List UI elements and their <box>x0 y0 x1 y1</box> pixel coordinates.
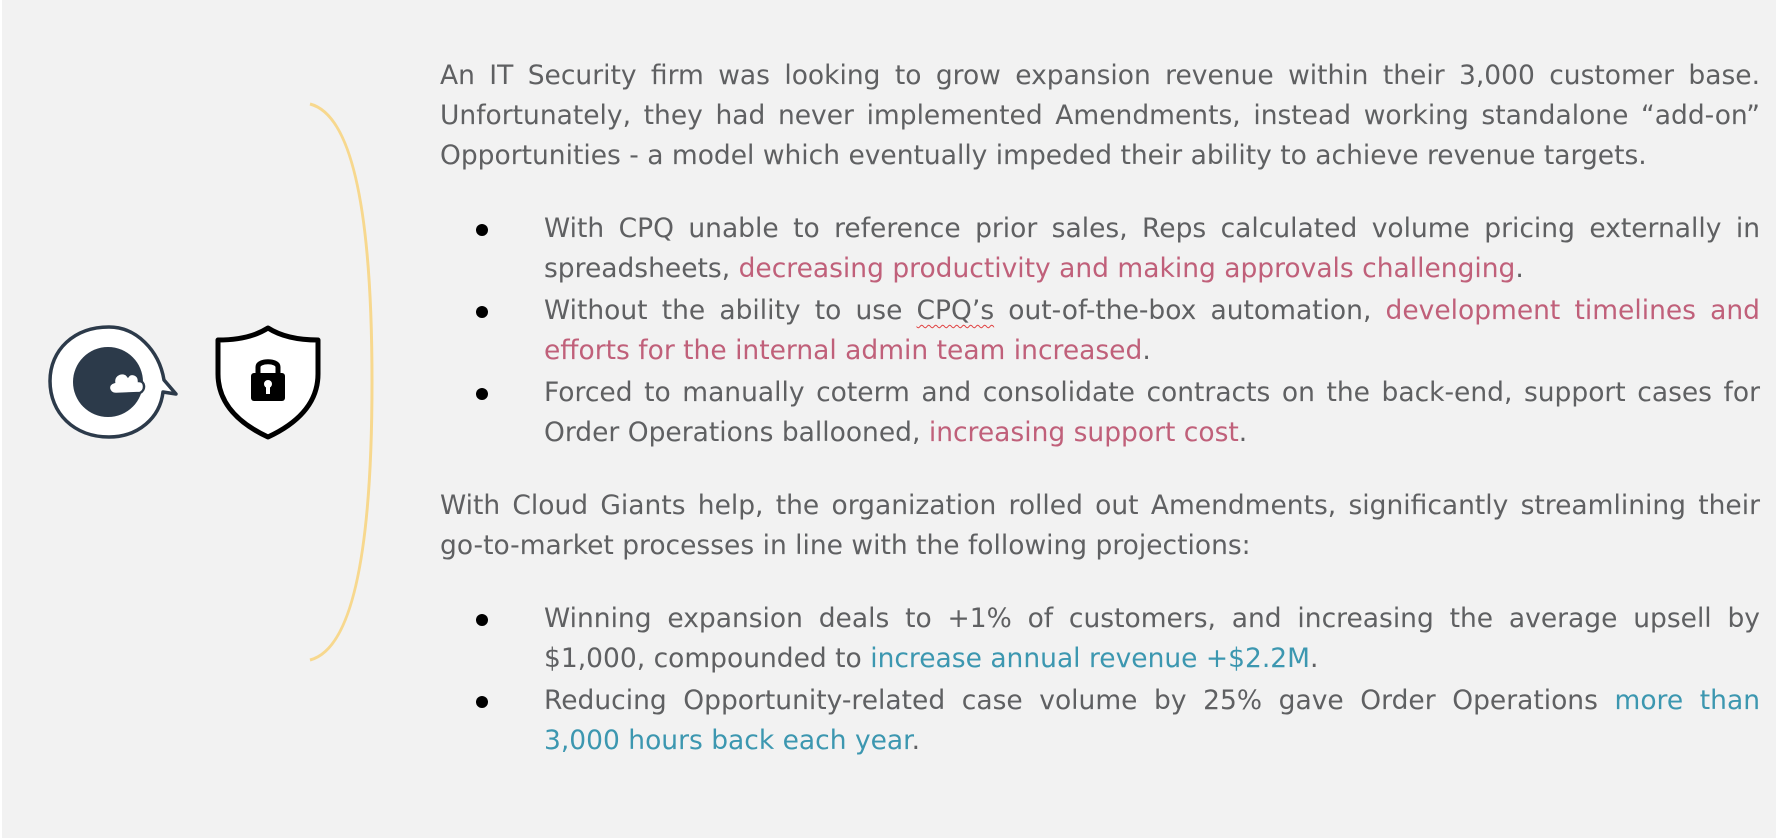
bullet-icon <box>476 224 488 236</box>
cloud-giants-logo-icon <box>46 322 182 442</box>
bullet-icon <box>476 306 488 318</box>
positive-highlight: more than 3,000 hours back each year <box>544 685 1760 756</box>
negative-highlight: development timelines and efforts for the internal admin team increased <box>544 295 1760 366</box>
list-item: Reducing Opportunity-related case volume by 25% gave Order Operations more than 3,000 hours back each year. <box>440 681 1760 761</box>
list-item: With CPQ unable to reference prior sales, Reps calculated volume pricing externally in spreadsheets, decreasing productivity and making approvals challenging. <box>440 209 1760 289</box>
negative-highlight: increasing support cost <box>928 417 1239 448</box>
bullet-icon <box>476 614 488 626</box>
list-item: Without the ability to use CPQ’s out-of-the-box automation, development timelines and efforts for the internal admin team increased. <box>440 291 1760 371</box>
positive-highlight: increase annual revenue +$2.2M <box>870 643 1310 674</box>
bullet-icon <box>476 388 488 400</box>
list-item: Winning expansion deals to +1% of customers, and increasing the average upsell by $1,000, compounded to increase annual revenue +$2.2M. <box>440 599 1760 679</box>
negative-highlight: decreasing productivity and making approvals challenging <box>738 253 1516 284</box>
case-study-content <box>440 56 1760 763</box>
problem-list <box>440 209 1760 453</box>
decorative-bracket <box>300 100 380 664</box>
intro-paragraph: An IT Security firm was looking to grow expansion revenue within their 3,000 customer base. Unfortunately, they had never implemented Amendments, instead working standalone “add-on” Opportunities - a model which eventually impeded their ability to achieve revenue targets. <box>440 60 1760 171</box>
results-list <box>440 599 1760 761</box>
bullet-icon <box>476 696 488 708</box>
solution-paragraph: With Cloud Giants help, the organization rolled out Amendments, significantly streamlining their go-to-market processes in line with the following projections: <box>440 490 1760 561</box>
list-item: Forced to manually coterm and consolidate contracts on the back-end, support cases for Order Operations ballooned, increasing support cost. <box>440 373 1760 453</box>
spellcheck-marked-word: CPQ’s <box>916 295 995 326</box>
left-edge-strip <box>0 0 2 838</box>
